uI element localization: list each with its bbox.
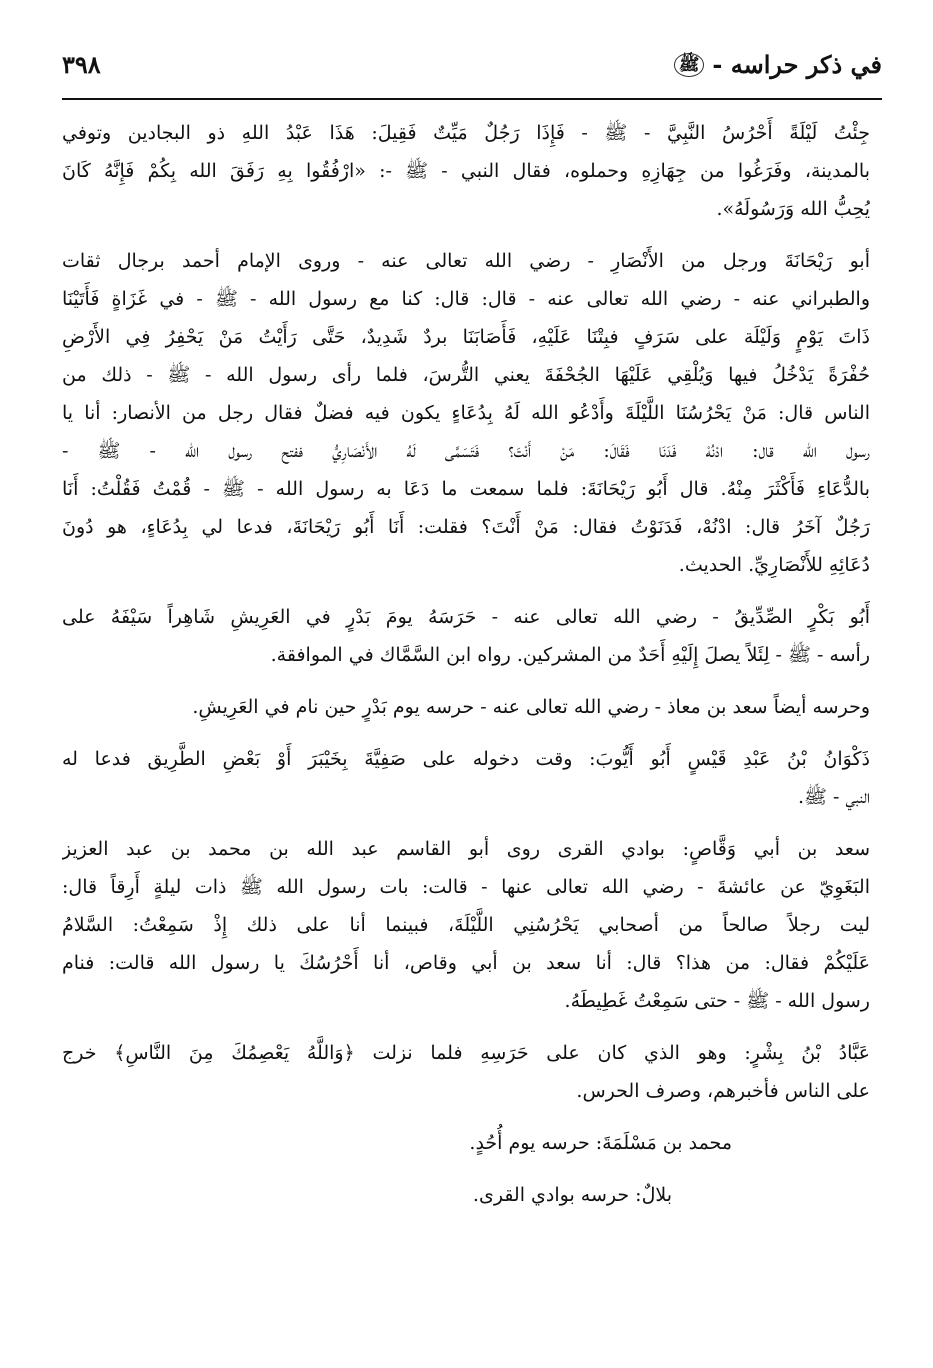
text-line: البَغَوِيّ عن عائشةَ - رضي الله تعالى عنها - قالت: بات رسول الله ﷺ ذات ليلةٍ أَرِقاً قال:	[62, 876, 870, 898]
text-line: سعد بن أبي وَقَّاصٍ: بوادي القرى روى أبو القاسم عبد الله بن محمد بن عبد العزيز	[62, 838, 870, 860]
text-line: ذَاتَ يَوْمٍ وَلَيْلَة على سَرَفٍ فبِتْنَا عَلَيْهِ، فَأَصَابَنَا بردٌ شَدِيدٌ، حَتَّى رَأَيْتُ مَنْ يَحْفِرُ فِي الأَرْضِ	[62, 326, 870, 348]
paragraph-abu-rayhana	[62, 242, 882, 584]
text-line: والطبراني عنه - رضي الله تعالى عنه - قال: قال: كنا مع رسول الله - ﷺ - في غَزَاةٍ فَأَتَيْنَا	[62, 288, 870, 310]
paragraph-dhakwan	[62, 740, 882, 816]
text-line: رأسه - ﷺ - لِئَلاً يصلَ إِلَيْهِ أَحَدٌ من المشركين. رواه ابن السَّمَّاك في الموافقة.	[270, 644, 870, 666]
text-line: دُعَائِهِ للأَنْصَارِيِّ. الحديث.	[678, 554, 870, 576]
text-line: حُفْرَةً يَدْخُلُ فيها وَيُلْقِي عَلَيْهَا الجُحْفَةَ يعني التُّرسَ، فلما رأى رسول الله - ﷺ - ذلك من	[62, 364, 870, 386]
text-line: عَبَّادُ بْنُ بِشْرٍ: وهو الذي كان على حَرَسِهِ فلما نزلت ﴿وَاللَّهُ يَعْصِمُكَ مِنَ النَّاسِ﴾ خرج	[62, 1042, 870, 1064]
text-line: رَجُلٌ آخَرُ قال: ادْنُهْ، فَدَنَوْتُ فقال: مَنْ أَنْتَ؟ فقلت: أَنَا أَبُو رَيْحَانَةَ، فدعا لي بِدُعَاءٍ، هو دُونَ	[62, 516, 870, 538]
paragraph-dhul-bijadain	[62, 114, 882, 228]
text-line: وحرسه أيضاً سعد بن معاذ - رضي الله تعالى عنه - حرسه يوم بَدْرٍ حين نام في العَرِيشِ.	[192, 696, 870, 718]
text-line: ذَكْوَانُ بْنُ عَبْدِ قَيْسٍ أَبُو أَيُّوبَ: وقت دخوله على صَفِيَّةَ بِخَيْبَرَ أَوْ بَعْضِ الطَّرِيق فدعا له	[62, 748, 870, 770]
text-line: رسول الله قال: ادْنُهْ فَدَنَا فَقَالَ: مَنْ أَنْتَ؟ فَتَسَمَّى لَهُ الأَنْصَارِيُّ ففتح رسول الله - ﷺ -	[62, 440, 870, 462]
text-line: بالمدينة، وفَرَغُوا من جِهَازِهِ وحملوه، فقال النبي - ﷺ -: «ارْفُقُوا بِهِ رَفَقَ الله بِكُمْ فَإِنَّهُ كَانَ	[62, 160, 870, 182]
text-line: على الناس فأخبرهم، وصرف الحرس.	[576, 1080, 870, 1102]
paragraph-abbad-ibn-bishr	[62, 1034, 882, 1110]
text-line: أَبُو بَكْرٍ الصِّدِّيقُ - رضي الله تعالى عنه - حَرَسَهُ يومَ بَدْرٍ في العَرِيشِ شَاهِراً سَيْفَهُ على	[62, 606, 870, 628]
salutation-icon: ﷺ	[674, 53, 705, 77]
paragraph-saad-ibn-muadh	[62, 688, 882, 726]
text-line: محمد بن مَسْلَمَةَ: حرسه يوم أُحُدٍ.	[469, 1132, 732, 1154]
text-line: رسول الله - ﷺ - حتى سَمِعْتُ غَطِيطَهُ.	[564, 990, 870, 1012]
text-line: بلالٌ: حرسه بوادي القرى.	[472, 1184, 672, 1206]
text-line: الناس قال: مَنْ يَحْرُسُنَا اللَّيْلَةَ وأَدْعُو الله لَهُ بِدُعَاءٍ يكون فيه فضلٌ فقال رجل من الأنصار: أنا يا	[62, 402, 870, 424]
text-line: ليت رجلاً صالحاً من أصحابي يَحْرُسُنِي اللَّيْلَةَ، فبينما أنا على ذلك إِذْ سَمِعْتُ: السَّلامُ	[62, 914, 870, 936]
text-line: يُحِبُّ الله وَرَسُولَهُ».	[716, 198, 870, 220]
text-line: بالدُّعَاءِ فَأَكْثَرَ مِنْهُ. قال أَبُو رَيْحَانَةَ: فلما سمعت ما دَعَا به رسول الله - ﷺ - قُمْتُ فَقُلْتُ: أَنَا	[62, 478, 870, 500]
text-line: النبي - ﷺ.	[798, 786, 870, 808]
page-number: ٣٩٨	[62, 50, 101, 79]
paragraph-abu-bakr	[62, 598, 882, 674]
text-line: عَلَيْكُمْ فقال: من هذا؟ قال: أنا سعد بن أبي وقاص، أنا أَحْرُسُكَ يا رسول الله قالت: فنام	[62, 952, 870, 974]
paragraph-muhammad-ibn-maslama	[62, 1124, 882, 1162]
text-line: أبو رَيْحَانَةَ ورجل من الأَنْصَارِ - رضي الله تعالى عنه - وروى الإمام أحمد برجال ثقات	[62, 250, 870, 272]
running-title-text: في ذكر حراسه -	[712, 50, 882, 79]
text-line: جِئْتُ لَيْلَةً أَحْرُسُ النَّبِيَّ - ﷺ - فَإِذَا رَجُلٌ مَيِّتٌ فَقِيلَ: هَذَا عَبْدُ اللهِ ذو البجادين وتوفي	[62, 122, 870, 144]
book-page	[62, 50, 882, 1350]
running-title	[672, 50, 882, 79]
page-header	[62, 50, 882, 94]
paragraph-bilal	[62, 1176, 882, 1214]
header-rule	[62, 98, 882, 100]
paragraph-saad-ibn-abi-waqqas	[62, 830, 882, 1020]
